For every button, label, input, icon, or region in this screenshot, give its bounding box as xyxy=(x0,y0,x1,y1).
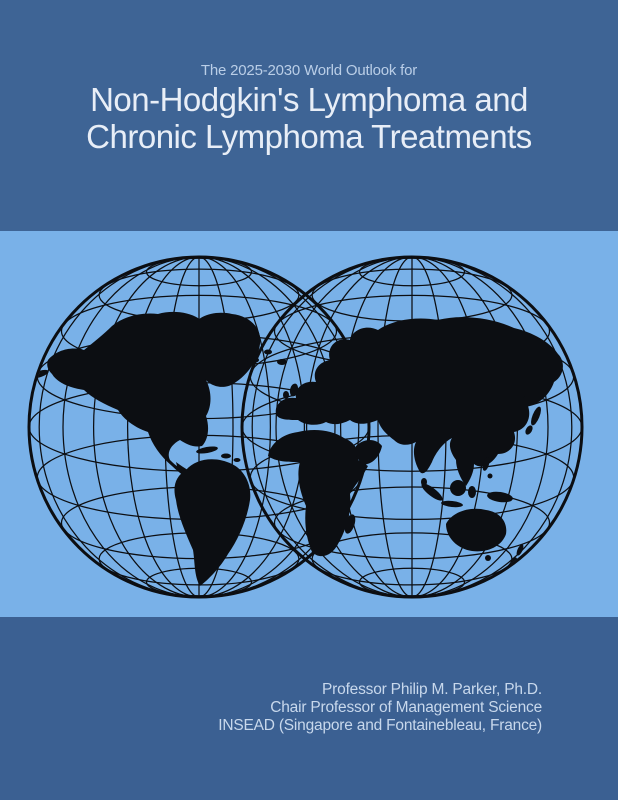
right-globe-continents xyxy=(268,317,563,567)
series-title: The 2025-2030 World Outlook for xyxy=(200,62,418,79)
book-title-line1: Non-Hodgkin's Lymphoma and xyxy=(90,81,528,118)
credit-role: Chair Professor of Management Science xyxy=(270,699,542,716)
credit-author: Professor Philip M. Parker, Ph.D. xyxy=(322,681,542,698)
left-globe-continents xyxy=(30,312,287,586)
credit-institution: INSEAD (Singapore and Fontainebleau, France) xyxy=(218,717,542,734)
book-title-line2: Chronic Lymphoma Treatments xyxy=(86,118,532,155)
author-credits xyxy=(218,681,542,735)
right-globe xyxy=(242,257,582,597)
